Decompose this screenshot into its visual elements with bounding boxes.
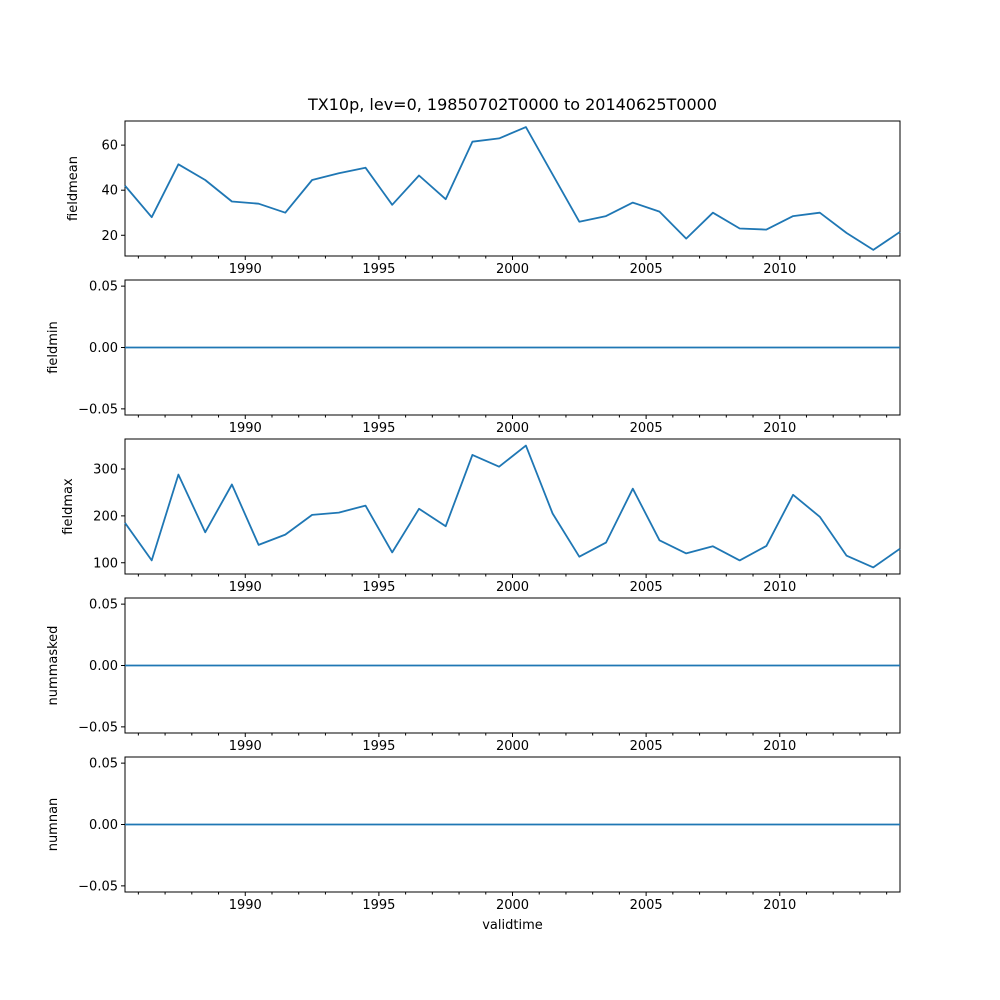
y-tick-label: −0.05 <box>78 879 118 895</box>
chart-title: TX10p, lev=0, 19850702T0000 to 20140625T0000 <box>307 95 718 114</box>
subplot-fieldmin <box>46 280 900 436</box>
x-tick-label: 2010 <box>763 262 797 277</box>
x-tick-label: 1990 <box>228 580 262 595</box>
y-axis-label: fieldmean <box>66 156 81 221</box>
x-tick-label: 2010 <box>763 580 797 595</box>
y-tick-label: −0.05 <box>78 402 118 418</box>
x-tick-label: 2000 <box>495 421 530 436</box>
y-tick-label: 0.05 <box>89 279 118 295</box>
y-tick-label: −0.05 <box>78 720 118 736</box>
data-line-fieldmean <box>125 127 900 250</box>
x-tick-label: 2010 <box>763 898 797 913</box>
y-axis-label: nummasked <box>46 625 61 706</box>
x-tick-label: 1995 <box>362 262 396 277</box>
y-axis-label: fieldmin <box>46 321 61 374</box>
axes-frame <box>125 121 900 256</box>
x-tick-label: 2005 <box>629 898 663 913</box>
y-tick-label: 20 <box>101 228 118 244</box>
y-axis-label: fieldmax <box>61 478 76 535</box>
y-tick-label: 0.00 <box>89 341 118 356</box>
x-tick-label: 2010 <box>763 421 797 436</box>
x-tick-label: 2005 <box>629 421 663 436</box>
data-line-fieldmax <box>125 446 900 568</box>
x-tick-label: 1990 <box>228 739 262 754</box>
x-tick-label: 2005 <box>629 739 663 754</box>
x-tick-label: 1990 <box>228 898 262 913</box>
y-tick-label: 0.00 <box>89 818 118 833</box>
x-tick-label: 1990 <box>228 421 262 436</box>
x-tick-label: 2000 <box>495 898 530 913</box>
y-tick-label: 0.05 <box>89 597 118 613</box>
x-tick-label: 2000 <box>495 262 530 277</box>
subplot-fieldmean <box>66 121 900 277</box>
x-tick-label: 1995 <box>362 421 396 436</box>
x-tick-label: 2005 <box>629 262 663 277</box>
x-tick-label: 2000 <box>495 739 530 754</box>
y-axis-label: numnan <box>46 797 61 852</box>
x-tick-label: 1995 <box>362 739 396 754</box>
y-tick-label: 0.00 <box>89 659 118 674</box>
subplot-fieldmax <box>61 439 900 595</box>
x-tick-label: 1995 <box>362 898 396 913</box>
subplot-numnan <box>46 757 900 913</box>
y-tick-label: 40 <box>101 183 118 199</box>
y-tick-label: 60 <box>101 138 118 154</box>
x-tick-label: 2000 <box>495 580 530 595</box>
y-tick-label: 100 <box>93 556 118 572</box>
x-tick-label: 1995 <box>362 580 396 595</box>
y-tick-label: 200 <box>93 509 118 525</box>
subplot-nummasked <box>46 598 900 754</box>
x-tick-label: 2005 <box>629 580 663 595</box>
x-tick-label: 1990 <box>228 262 262 277</box>
x-axis-label: validtime <box>482 918 543 933</box>
x-tick-label: 2010 <box>763 739 797 754</box>
y-tick-label: 0.05 <box>89 756 118 772</box>
y-tick-label: 300 <box>93 462 118 478</box>
